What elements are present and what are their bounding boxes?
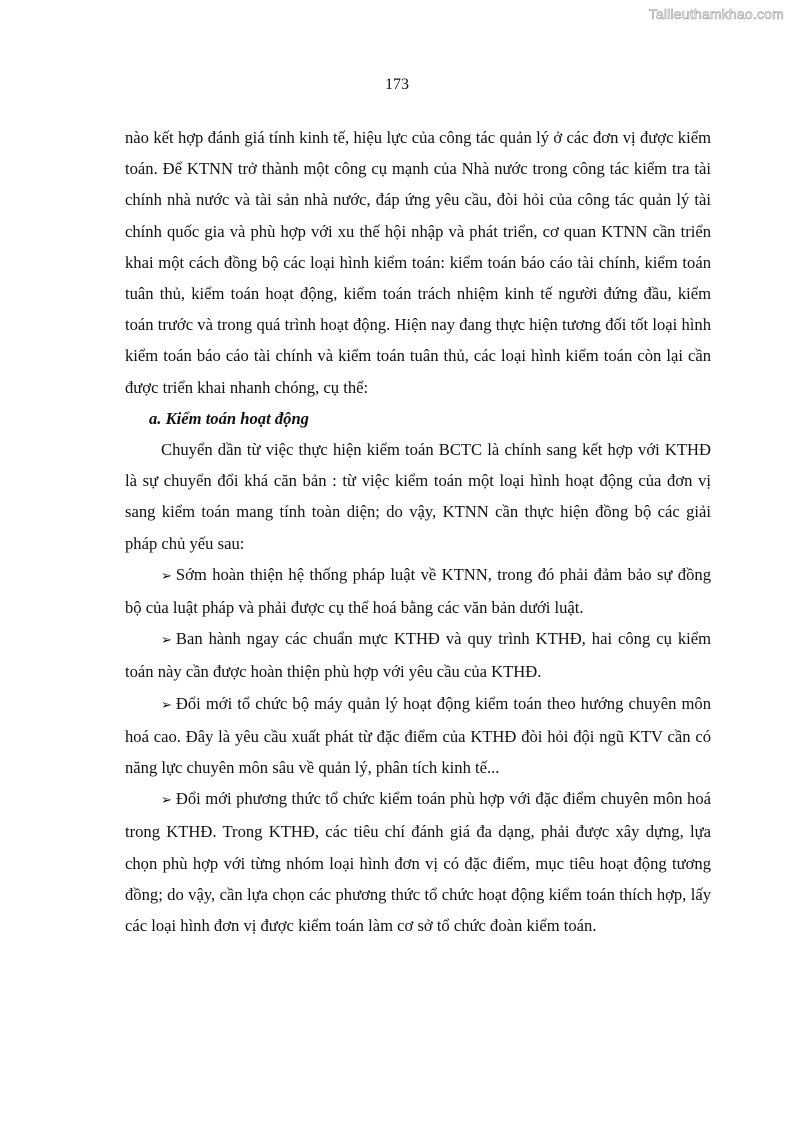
bullet-text: Đổi mới phương thức tổ chức kiểm toán phù hợp với đặc điểm chuyên môn hoá trong KTHĐ. Trong KTHĐ, các tiêu chí đánh giá đa dạng, phải được xây dựng, lựa chọn phù hợp với từng nhóm loại hình đơn vị có đặc điểm, mục tiêu hoạt động tương đồng; do vậy, cần lựa chọn các phương thức tổ chức hoạt động kiểm toán thích hợp, lấy các loại hình đơn vị được kiểm toán làm cơ sở tổ chức đoàn kiểm toán.: [125, 789, 711, 936]
section-heading: a. Kiểm toán hoạt động: [149, 408, 309, 428]
watermark: Tailieuthamkhao.com: [648, 6, 784, 22]
paragraph-transition: Chuyển dần từ việc thực hiện kiểm toán BCTC là chính sang kết hợp với KTHĐ là sự chuyển đổi khá căn bản : từ việc kiểm toán một loại hình hoạt động của đơn vị sang kiểm toán mang tính toàn diện; do vậy, KTNN cần thực hiện đồng bộ các giải pháp chủ yếu sau:: [125, 440, 711, 553]
arrow-bullet-icon: ➢: [161, 793, 172, 809]
bullet-item: [125, 559, 711, 623]
paragraph-intro: nào kết hợp đánh giá tính kinh tế, hiệu lực của công tác quản lý ở các đơn vị được kiểm toán. Để KTNN trở thành một công cụ mạnh của Nhà nước trong công tác kiểm tra tài chính nhà nước và tài sản nhà nước, đáp ứng yêu cầu, đòi hỏi của công tác quản lý tài chính quốc gia và phù hợp với xu thế hội nhập và phát triển, cơ quan KTNN cần triển khai một cách đồng bộ các loại hình kiểm toán: kiểm toán báo cáo tài chính, kiểm toán tuân thủ, kiểm toán hoạt động, kiểm toán trách nhiệm kinh tế người đứng đầu, kiểm toán trước và trong quá trình hoạt động. Hiện nay đang thực hiện tương đối tốt loại hình kiểm toán báo cáo tài chính và kiểm toán tuân thủ, các loại hình kiểm toán còn lại cần được triển khai nhanh chóng, cụ thể:: [125, 128, 711, 397]
bullet-text: Ban hành ngay các chuẩn mực KTHĐ và quy trình KTHĐ, hai công cụ kiểm toán này cần được hoàn thiện phù hợp với yêu cầu của KTHĐ.: [125, 629, 711, 682]
arrow-bullet-icon: ➢: [161, 568, 172, 584]
arrow-bullet-icon: ➢: [161, 697, 172, 713]
bullet-text: Đổi mới tổ chức bộ máy quản lý hoạt động kiểm toán theo hướng chuyên môn hoá cao. Đây là yêu cầu xuất phát từ đặc điểm của KTHĐ đòi hỏi đội ngũ KTV cần có năng lực chuyên môn sâu về quản lý, phân tích kinh tế...: [125, 693, 711, 778]
bullet-item: [125, 623, 711, 687]
bullet-item: [125, 688, 711, 784]
page-number: 173: [385, 76, 409, 93]
bullet-text: Sớm hoàn thiện hệ thống pháp luật về KTNN, trong đó phải đảm bảo sự đồng bộ của luật pháp và phải được cụ thể hoá bằng các văn bản dưới luật.: [125, 564, 711, 618]
document-body: [125, 122, 711, 941]
bullet-item: [125, 783, 711, 941]
arrow-bullet-icon: ➢: [161, 633, 172, 649]
